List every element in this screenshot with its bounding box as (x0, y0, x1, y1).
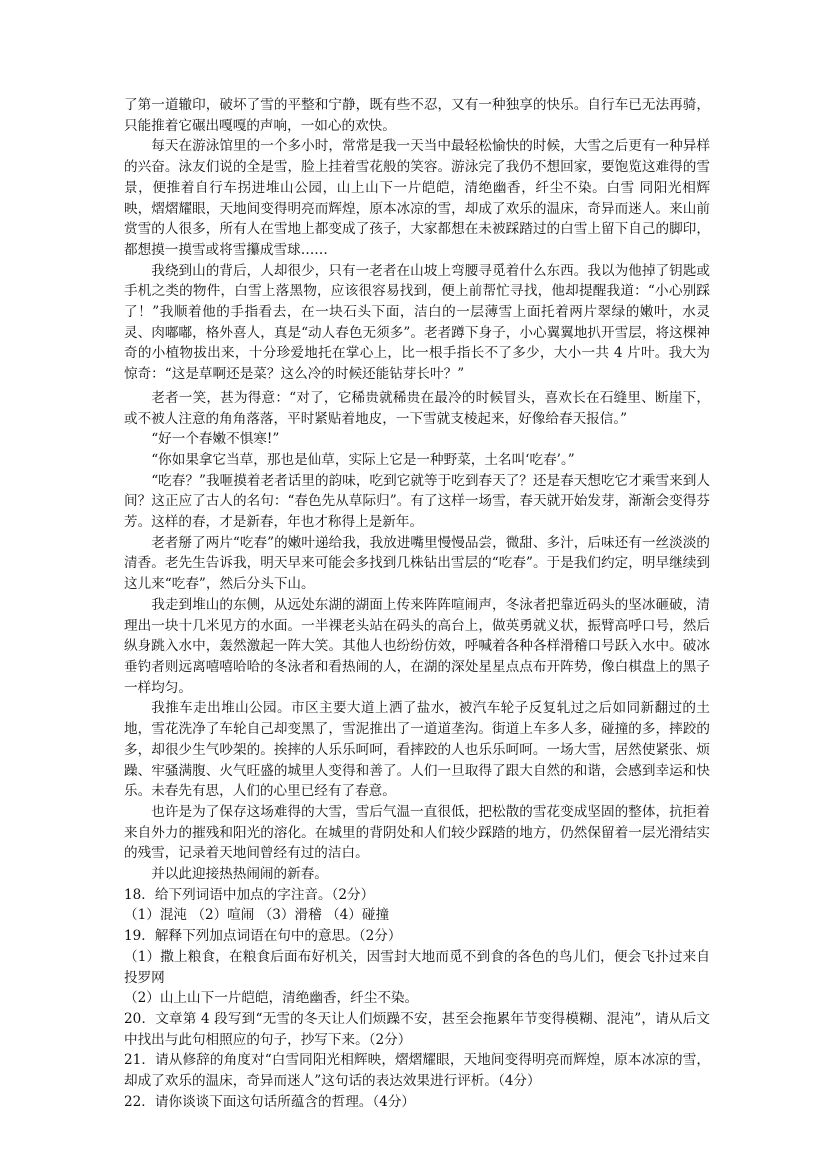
paragraph-quote-spring: “好一个春嫩不惧寒!” (151, 431, 280, 448)
question-18: 18．给下列词语中加点的字注音。（2分） (124, 886, 375, 903)
paragraph-eat-spring: “吃春？”我咂摸着老者话里的韵味，吃到它就等于吃到春天了？还是春天想吃它才乘雪来到人间？这正应了古人的名句：“春色先从草际归”。有了这样一场雪，春天就开始发芽，渐渐会变得芬芳。这样的春，才是新春，年也才称得上是新年。 (124, 472, 710, 531)
question-18-items: （1）混沌 （2）喧闹 （3）滑稽 （4）碰撞 (124, 907, 390, 924)
paragraph-winter-swimmers: 我走到堆山的东侧，从远处东湖的湖面上传来阵阵喧闹声，冬泳者把靠近码头的坚冰砸破，清理出一块十几米见方的水面。一半裸老头站在码头的高台上，做英勇就义状，振臂高呼口号，然后纵身跳入水中，轰然激起一阵大笑。其他人也纷纷仿效，呼喊着各种各样滑稽口号跃入水中。破冰垂钓者则远离嘻嘻哈哈的冬泳者和看热闹的人，在湖的深处星星点点布开阵势，像白棋盘上的黑子一样均匀。 (124, 596, 710, 696)
paragraph-city-streets: 我推车走出堆山公园。市区主要大道上洒了盐水，被汽车轮子反复轧过之后如同新翻过的土地，雪花洗净了车轮自己却变黑了，雪泥推出了一道道垄沟。街道上车多人多，碰撞的多，摔跤的多，却很少生气吵架的。挨摔的人乐乐呵呵，看摔跤的人也乐乐呵呵。一场大雪，居然使紧张、烦躁、牢骚满腹、火气旺盛的城里人变得和善了。人们一旦取得了跟大自然的和谐，会感到幸运和快乐。未春先有思，人们的心里已经有了春意。 (124, 700, 710, 800)
question-21: 21．请从修辞的角度对“白雪同阳光相辉映，熠熠耀眼，天地间变得明亮而辉煌，原本冰凉的雪，却成了欢乐的温床，奇异而迷人”这句话的表达效果进行评析。（4分） (124, 1052, 710, 1090)
question-19-item-2: （2）山上山下一片皑皑，清绝幽香，纤尘不染。 (124, 990, 419, 1007)
question-19: 19．解释下列加点词语在句中的意思。（2分） (124, 928, 402, 945)
paragraph-old-man: 我绕到山的背后，人却很少，只有一老者在山坡上弯腰寻觅着什么东西。我以为他掉了钥匙或手机之类的物件，白雪上落黑物，应该很容易找到，便上前帮忙寻找，他却提醒我道：“小心别踩了！”我顺着他的手指看去，在一块石头下面，洁白的一层薄雪上面托着两片翠绿的嫩叶，水灵灵、肉嘟嘟，格外喜人，真是“动人春色无须多”。老者蹲下身子，小心翼翼地扒开雪层，将这棵神奇的小植物拔出来，十分珍爱地托在掌心上，比一根手指长不了多少，大小一共 4 片叶。我大为惊奇：“这是草啊还是菜？这么冷的时候还能钻芽长叶？” (124, 262, 710, 383)
document-page (124, 95, 710, 1112)
paragraph-quote-chichun: “你如果拿它当草，那也是仙草，实际上它是一种野菜，土名叫‘吃春’。” (151, 451, 575, 468)
paragraph-swimming-hall: 每天在游泳馆里的一个多小时，常常是我一天当中最轻松愉快的时候，大雪之后更有一种异样的兴奋。泳友们说的全是雪，脸上挂着雪花般的笑容。游泳完了我仍不想回家，要饱览这难得的雪景，便推着自行车拐进堆山公园，山上山下一片皑皑，清绝幽香，纤尘不染。白雪 同阳光相辉映，熠熠耀眼，天地间变得明亮而辉煌，原本冰凉的雪，却成了欢乐的温床，奇异而迷人。来山前赏雪的人很多，所有人在雪地上都变成了孩子，大家都想在未被踩踏过的白雪上留下自己的脚印，都想摸一摸雪或将雪攥成雪球…… (124, 138, 710, 258)
paragraph-new-spring: 并以此迎接热热闹闹的新春。 (151, 866, 328, 883)
question-22: 22．请你谈谈下面这句话所蕴含的哲理。（4分） (124, 1093, 416, 1110)
question-20: 20．文章第 4 段写到“无雪的冬天让人们烦躁不安，甚至会拖累年节变得模糊、混沌”，请从后文中找出与此句相照应的句子，抄写下来。（2分） (124, 1010, 710, 1048)
paragraph-remaining-snow: 也许是为了保存这场难得的大雪，雪后气温一直很低，把松散的雪花变成坚固的整体，抗拒着来自外力的摧残和阳光的溶化。在城里的背阴处和人们较少踩踏的地方，仍然保留着一层光滑结实的残雪，记录着天地间曾经有过的洁白。 (124, 803, 710, 862)
paragraph-continuation: 了第一道辙印，破坏了雪的平整和宁静，既有些不忍，又有一种独享的快乐。自行车已无法再骑，只能推着它碾出嘎嘎的声响，一如心的欢快。 (124, 97, 710, 134)
question-19-item-1: （1）撒上粮食，在粮食后面布好机关，因雪封大地而觅不到食的各色的鸟儿们，便会飞扑过来自投罗网 (124, 948, 710, 986)
paragraph-tasting: 老者掰了两片“吃春”的嫩叶递给我，我放进嘴里慢慢品尝，微甜、多汁，后味还有一丝淡淡的清香。老先生告诉我，明天早来可能会多找到几株钻出雪层的“吃春”。于是我们约定，明早继续到这儿来“吃春”，然后分头下山。 (124, 534, 710, 593)
paragraph-old-man-reply: 老者一笑，甚为得意：“对了，它稀贵就稀贵在最冷的时候冒头，喜欢长在石缝里、断崖下，或不被人注意的角角落落，平时紧贴着地皮，一下雪就支棱起来，好像给春天报信。” (124, 389, 710, 427)
